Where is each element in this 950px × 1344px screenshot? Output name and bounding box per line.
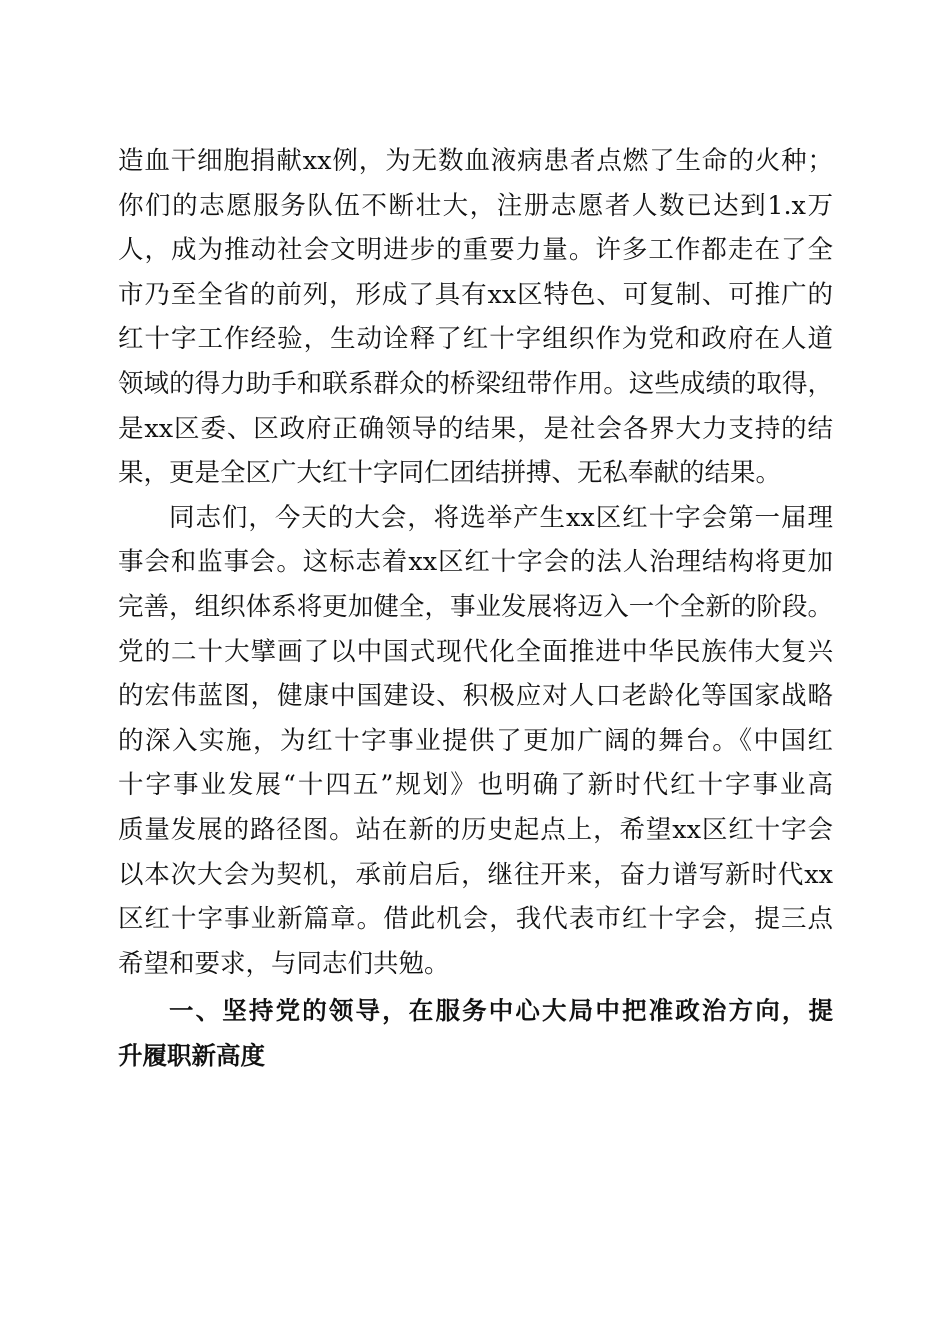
text-line: 完善，组织体系将更加健全，事业发展将迈入一个全新的阶段。 [118,591,833,622]
text-line: 造血干细胞捐献xx例，为无数血液病患者点燃了生命的火种； [118,146,833,176]
section-heading [118,989,833,1078]
text-line: 的深入实施，为红十字事业提供了更加广阔的舞台。《中国红 [118,725,833,756]
text-line: 以本次大会为契机，承前启后，继往开来，奋力谱写新时代xx [118,859,833,890]
text-line: 事会和监事会。这标志着xx区红十字会的法人治理结构将更加 [118,547,833,578]
text-line: 是xx区委、区政府正确领导的结果，是社会各界大力支持的结 [118,413,833,444]
text-line: 十字事业发展“十四五”规划》也明确了新时代红十字事业高 [118,770,833,801]
paragraph-congress [118,496,833,987]
text-line: 市乃至全省的前列，形成了具有xx区特色、可复制、可推广的 [118,279,833,310]
text-line: 领域的得力助手和联系群众的桥梁纽带作用。这些成绩的取得， [118,368,833,399]
heading-line: 一、坚持党的领导，在服务中心大局中把准政治方向，提 [169,996,833,1025]
text-line: 的宏伟蓝图，健康中国建设、积极应对人口老龄化等国家战略 [118,681,833,712]
paragraph-achievements [118,139,833,496]
text-line: 希望和要求，与同志们共勉。 [118,948,450,979]
text-line: 区红十字事业新篇章。借此机会，我代表市红十字会，提三点 [118,904,833,935]
text-line: 质量发展的路径图。站在新的历史起点上，希望xx区红十字会 [118,814,833,845]
text-line: 你们的志愿服务队伍不断壮大，注册志愿者人数已达到1.x万 [118,190,833,221]
body-text [118,139,833,986]
heading-line: 升履职新高度 [118,1040,265,1070]
text-line: 党的二十大擘画了以中国式现代化全面推进中华民族伟大复兴 [118,636,833,667]
text-line: 红十字工作经验，生动诠释了红十字组织作为党和政府在人道 [118,324,833,355]
text-line: 同志们，今天的大会，将选举产生xx区红十字会第一届理 [169,502,833,533]
text-line: 果，更是全区广大红十字同仁团结拼搏、无私奉献的结果。 [118,458,782,489]
text-line: 人，成为推动社会文明进步的重要力量。许多工作都走在了全 [118,235,833,266]
